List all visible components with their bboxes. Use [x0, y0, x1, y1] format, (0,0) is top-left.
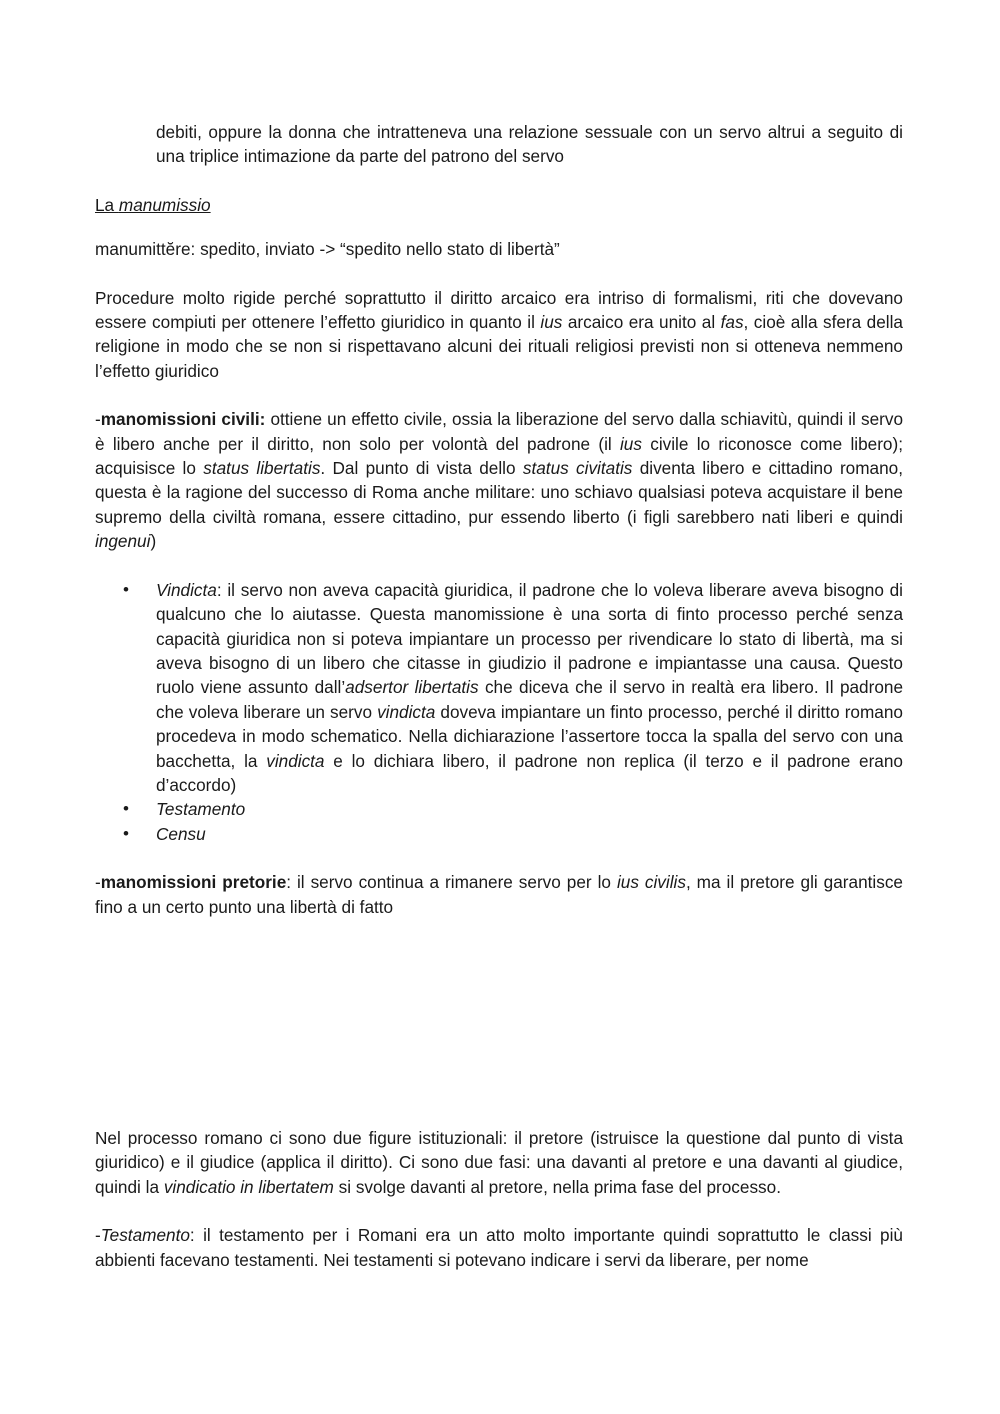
roman-process-paragraph: [95, 1126, 903, 1199]
italic-term: vindicta: [266, 750, 325, 771]
text-run: , cioè alla sfera della religione in modo che se non si rispettavano alcuni dei rituali religiosi previsti non si otteneva nemmeno l’effetto giuridico: [95, 312, 903, 381]
text-run: ottiene un effetto civile, ossia la liberazione del servo dalla schiavitù, quindi il servo è libero anche per il diritto, non solo per volontà del padrone (il: [95, 409, 904, 454]
text-run: : il servo continua a rimanere servo per lo: [286, 872, 617, 893]
italic-term: status civitatis: [522, 458, 633, 479]
praetorian-manumission-paragraph: [95, 870, 903, 919]
italic-term: Censu: [156, 823, 206, 844]
bullet: •: [123, 823, 129, 843]
text-run: si svolge davanti al pretore, nella prima fase del processo.: [333, 1176, 781, 1197]
italic-term: ius: [619, 433, 642, 454]
dash: -: [95, 872, 101, 893]
text-run: arcaico era unito al: [562, 312, 721, 333]
italic-term: Vindicta: [156, 579, 217, 600]
list-item-testamento: [95, 797, 903, 821]
text-run: : il testamento per i Romani era un atto molto importante quindi soprattutto le classi più abbienti facevano testamenti. Nei testamenti si potevano indicare i servi da liberare, per nome: [95, 1225, 903, 1270]
text-run: : il servo non aveva capacità giuridica, il padrone che lo voleva liberare aveva bisogno di qualcuno che lo aiutasse. Questa manomissione è una sorta di finto processo perché senza capacità giuridica non si poteva impiantare un processo per rivendicare lo stato di libertà, ma si aveva bisogno di un libero che citasse in giudizio il padrone e impiantasse una causa. Questo ruolo viene assunto dall’: [156, 579, 903, 698]
text-run: diventa libero e cittadino romano, questa è la ragione del successo di Roma anche militare: uno schiavo qualsiasi poteva acquistare il bene supremo della civiltà romana, essere cittadino, pur essendo liberto (i figli sarebbero nati liberi e quindi: [95, 458, 904, 527]
list-item-censu: [95, 822, 903, 846]
blank-space: [95, 919, 903, 1126]
text-run: doveva impiantare un finto processo, perché il diritto romano procedeva in modo schematico. Nella dichiarazione l’assertore tocca la spalla del servo con una bacchetta, la: [156, 701, 903, 771]
italic-term: ingenui: [95, 531, 151, 552]
testament-paragraph: [95, 1223, 903, 1272]
continued-paragraph: [95, 120, 903, 169]
italic-term: Testamento: [156, 799, 246, 820]
text-run: Procedure molto rigide perché soprattutto il diritto arcaico era intriso di formalismi, riti che dovevano essere compiuti per ottenere l’effetto giuridico in quanto il: [95, 287, 903, 333]
italic-term: Testamento: [100, 1225, 190, 1246]
italic-term: vindicta: [377, 701, 436, 722]
italic-term: ius: [540, 312, 563, 333]
list-item-vindicta: [95, 578, 903, 798]
dash: -: [95, 1225, 101, 1246]
text-run: e lo dichiara libero, il padrone non replica (il terzo e il padrone erano d’accordo): [156, 750, 903, 795]
text-run: , ma il pretore gli garantisce fino a un certo punto una libertà di fatto: [95, 872, 903, 917]
heading-term: manumissio: [118, 194, 211, 215]
manumission-types-list: [95, 578, 903, 846]
italic-term: vindicatio in libertatem: [163, 1176, 334, 1197]
text-run: Nel processo romano ci sono due figure istituzionali: il pretore (istruisce la questione dal punto di vista giuridico) e il giudice (applica il diritto). Ci sono due fasi: una davanti al pretore e una davanti al giudice, quindi la: [95, 1127, 903, 1197]
text-run: civile lo riconosce come libero); acquisisce lo: [95, 433, 903, 479]
bold-term: manomissioni civili:: [100, 409, 266, 430]
text-run: . Dal punto di vista dello: [320, 458, 523, 479]
bullet: •: [123, 579, 129, 599]
paragraph-text: debiti, oppure la donna che intratteneva una relazione sessuale con un servo altrui a seguito di una triplice intimazione da parte del patrono del servo: [156, 122, 903, 167]
italic-term: adsertor libertatis: [345, 677, 479, 698]
heading-prefix: La: [95, 194, 119, 215]
italic-term: status libertatis: [203, 458, 321, 479]
civil-manumission-paragraph: [95, 407, 903, 553]
italic-term: fas: [720, 312, 744, 333]
dash: -: [95, 409, 101, 430]
procedures-paragraph: [95, 286, 903, 384]
italic-term: ius civilis: [616, 872, 686, 893]
etymology-line: [95, 237, 903, 261]
bold-term: manomissioni pretorie: [100, 872, 287, 893]
bullet: •: [123, 799, 129, 819]
document-page: [95, 120, 903, 1272]
etymology-text: manumittĕre: spedito, inviato -> “spedito nello stato di libertà”: [95, 239, 560, 260]
text-run: che diceva che il servo in realtà era libero. Il padrone che voleva liberare un servo: [156, 677, 904, 722]
text-run: ): [150, 531, 157, 552]
section-heading: [95, 193, 903, 217]
